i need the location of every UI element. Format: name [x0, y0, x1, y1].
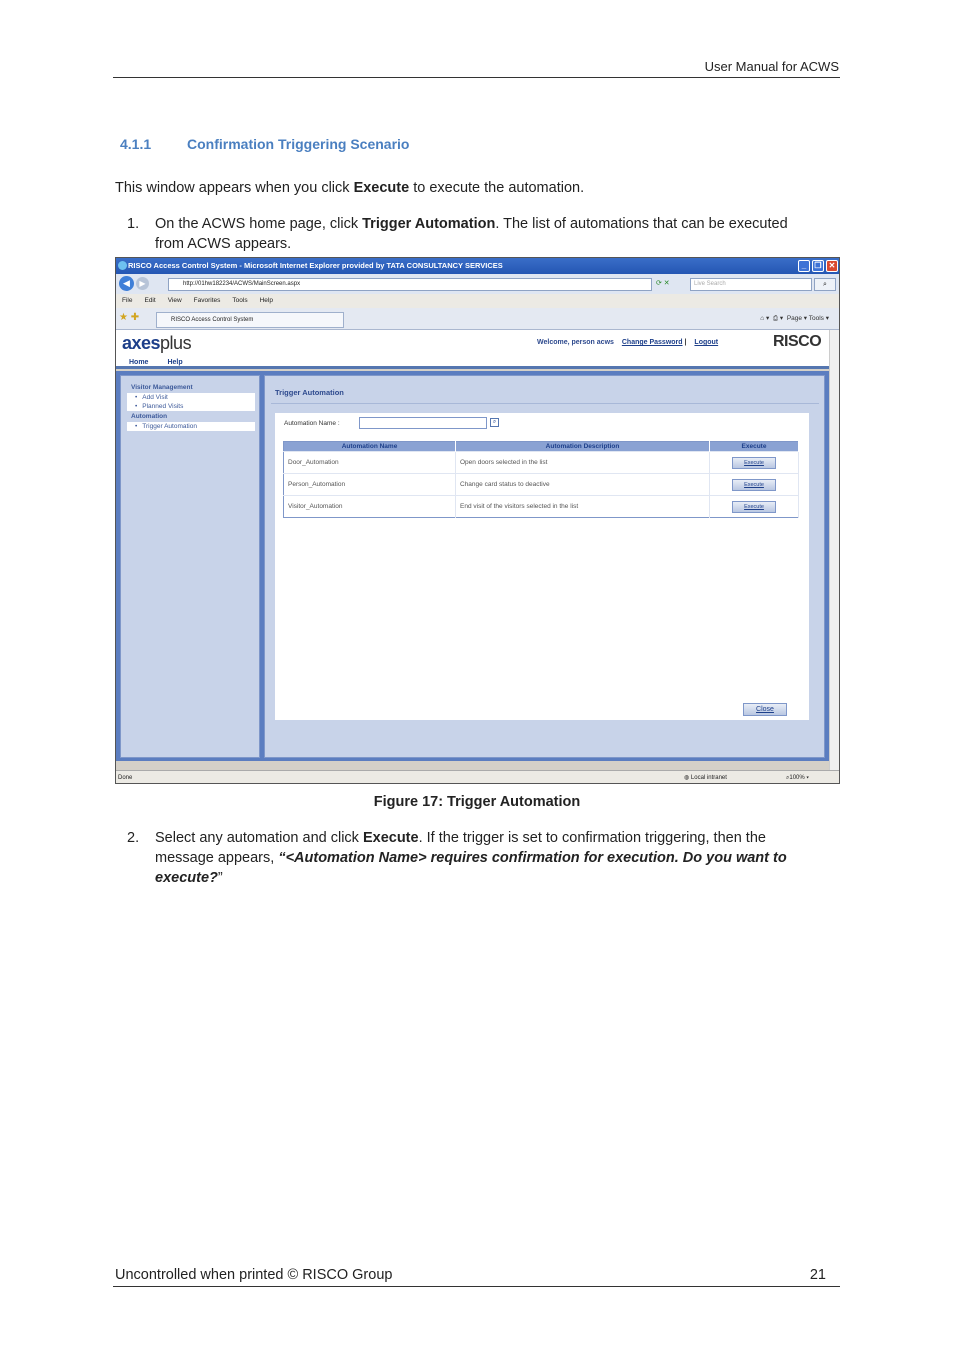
risco-logo [773, 333, 821, 351]
tab-label: RISCO Access Control System [171, 317, 254, 323]
manual-title: User Manual for ACWS [704, 59, 839, 74]
column-header: Automation Description [456, 442, 710, 452]
automation-name-cell: Door_Automation [284, 452, 456, 474]
step-number: 1. [127, 216, 140, 232]
step-text [155, 828, 815, 888]
execute-button[interactable]: Execute [732, 501, 776, 513]
print-icon[interactable]: ⎙ ▾ [772, 315, 784, 322]
execute-button[interactable]: Execute [732, 479, 776, 491]
status-zone [684, 772, 727, 784]
url-text: http://01hw182234/ACWS/MainScreen.aspx [183, 281, 301, 287]
globe-icon: ◍ [684, 775, 691, 781]
step-bold: Trigger Automation [362, 216, 496, 232]
step-text-pre: Select any automation and click [155, 830, 363, 846]
section-number: 4.1.1 [120, 136, 152, 152]
intro-text-post: to execute the automation. [409, 180, 585, 196]
content-area [116, 371, 829, 761]
url-input[interactable] [168, 278, 652, 291]
search-input[interactable] [690, 278, 812, 291]
divider [271, 403, 819, 404]
execute-cell [710, 474, 799, 496]
step-text-pre: On the ACWS home page, click [155, 216, 363, 232]
window-titlebar [116, 258, 839, 274]
automation-name-cell: Visitor_Automation [284, 496, 456, 518]
app-nav [116, 356, 839, 369]
logo-plus: plus [160, 333, 192, 353]
table-header-row [284, 442, 799, 452]
intro-text-pre: This window appears when you click [115, 180, 354, 196]
step-text [155, 214, 815, 254]
sidebar-block [127, 382, 255, 431]
column-header: Automation Name [284, 442, 456, 452]
page-tools-text[interactable]: Page ▾ Tools ▾ [786, 315, 829, 322]
sidebar-title-automation: Automation [127, 411, 255, 422]
execute-cell [710, 452, 799, 474]
home-icon[interactable]: ⌂ ▾ [760, 315, 770, 322]
user-links [537, 339, 718, 346]
back-icon[interactable]: ◀ [119, 276, 134, 291]
menu-tools[interactable]: Tools [232, 297, 248, 304]
search-icon[interactable]: ⌕ [814, 278, 836, 291]
table-row[interactable] [284, 452, 799, 474]
step-text-post: ” [217, 870, 223, 886]
execute-button[interactable]: Execute [732, 457, 776, 469]
forward-icon[interactable]: ▶ [136, 277, 149, 290]
sidebar [120, 375, 260, 758]
table-row[interactable] [284, 474, 799, 496]
step-number: 2. [127, 830, 140, 846]
ie-window-screenshot [115, 257, 840, 784]
nav-home[interactable]: Home [129, 359, 149, 366]
logout-link[interactable]: Logout [694, 339, 719, 346]
automation-name-label: Automation Name : [284, 420, 340, 427]
ie-icon [118, 261, 127, 270]
intro-paragraph [115, 179, 584, 199]
main-panel [264, 375, 825, 758]
sidebar-item-trigger-automation[interactable]: • Trigger Automation [127, 422, 255, 431]
search-placeholder: Live Search [694, 281, 726, 287]
panel-title: Trigger Automation [275, 388, 344, 397]
scrollbar[interactable] [829, 330, 840, 770]
section-title: Confirmation Triggering Scenario [187, 136, 410, 152]
intro-bold: Execute [353, 180, 410, 196]
column-header: Execute [710, 442, 799, 452]
sidebar-item-planned-visits[interactable]: • Planned Visits [127, 402, 255, 411]
menu-file[interactable]: File [122, 297, 133, 304]
close-icon[interactable]: ✕ [826, 260, 838, 272]
step-text-post: . The list of automations that can be executed from ACWS appears. [155, 216, 788, 252]
automation-name-cell: Person_Automation [284, 474, 456, 496]
zoom-icon: ⌕ [786, 775, 790, 781]
table-row[interactable] [284, 496, 799, 518]
menu-bar [116, 294, 839, 308]
menu-view[interactable]: View [167, 297, 182, 304]
confirmation-message: “<Automation Name> requires confirmation for execution. Do you want to execute? [155, 850, 787, 886]
page-footer [113, 1265, 840, 1287]
refresh-icon[interactable]: ⟳ ✕ [656, 280, 670, 287]
separator: | [684, 339, 687, 346]
zoom-level[interactable]: ⌕100% ▾ [786, 775, 809, 781]
page-header [113, 58, 840, 78]
window-title: RISCO Access Control System - Microsoft Internet Explorer provided by TATA CONSULTANCY SERVICES [128, 261, 503, 270]
automation-table [283, 441, 799, 518]
step-text-mid: . If the trigger is set to confirmation triggering, then the message appears, [155, 830, 766, 866]
automation-description-cell: Change card status to deactive [456, 474, 710, 496]
automation-name-input[interactable] [359, 417, 487, 429]
address-bar [116, 274, 839, 294]
search-icon[interactable]: ⌕ [490, 418, 499, 427]
restore-icon[interactable]: ❐ [812, 260, 824, 272]
figure-caption: Figure 17: Trigger Automation [373, 794, 581, 810]
sidebar-title-visitor-management: Visitor Management [127, 382, 255, 393]
nav-help[interactable]: Help [167, 359, 183, 366]
browser-tab[interactable] [156, 312, 344, 328]
sidebar-item-add-visit[interactable]: • Add Visit [127, 393, 255, 402]
app-header [116, 330, 839, 356]
menu-edit[interactable]: Edit [144, 297, 156, 304]
step-bold: Execute [362, 830, 419, 846]
risco-logo-text: RISCO [773, 333, 822, 350]
zoom-text: 100% [789, 775, 805, 781]
close-button[interactable]: Close [743, 703, 787, 716]
welcome-text: Welcome, person acws [537, 339, 614, 346]
favorites-star-icon[interactable]: ★ ✚ [119, 312, 140, 323]
command-bar[interactable] [760, 314, 829, 323]
axesplus-logo [122, 333, 191, 354]
menu-help[interactable]: Help [259, 297, 273, 304]
minimize-icon[interactable]: _ [798, 260, 810, 272]
automation-description-cell: Open doors selected in the list [456, 452, 710, 474]
footer-copyright: Uncontrolled when printed © RISCO Group [115, 1267, 393, 1283]
automation-form [275, 413, 809, 720]
zone-text: Local intranet [690, 775, 727, 781]
menu-favorites[interactable]: Favorites [193, 297, 221, 304]
status-bar [116, 770, 839, 784]
logo-main: axes [122, 333, 161, 353]
status-done: Done [118, 775, 133, 781]
page-number: 21 [809, 1267, 826, 1283]
automation-description-cell: End visit of the visitors selected in the list [456, 496, 710, 518]
execute-cell [710, 496, 799, 518]
change-password-link[interactable]: Change Password [621, 339, 683, 346]
favorites-bar [116, 308, 839, 330]
section-heading [120, 136, 409, 152]
